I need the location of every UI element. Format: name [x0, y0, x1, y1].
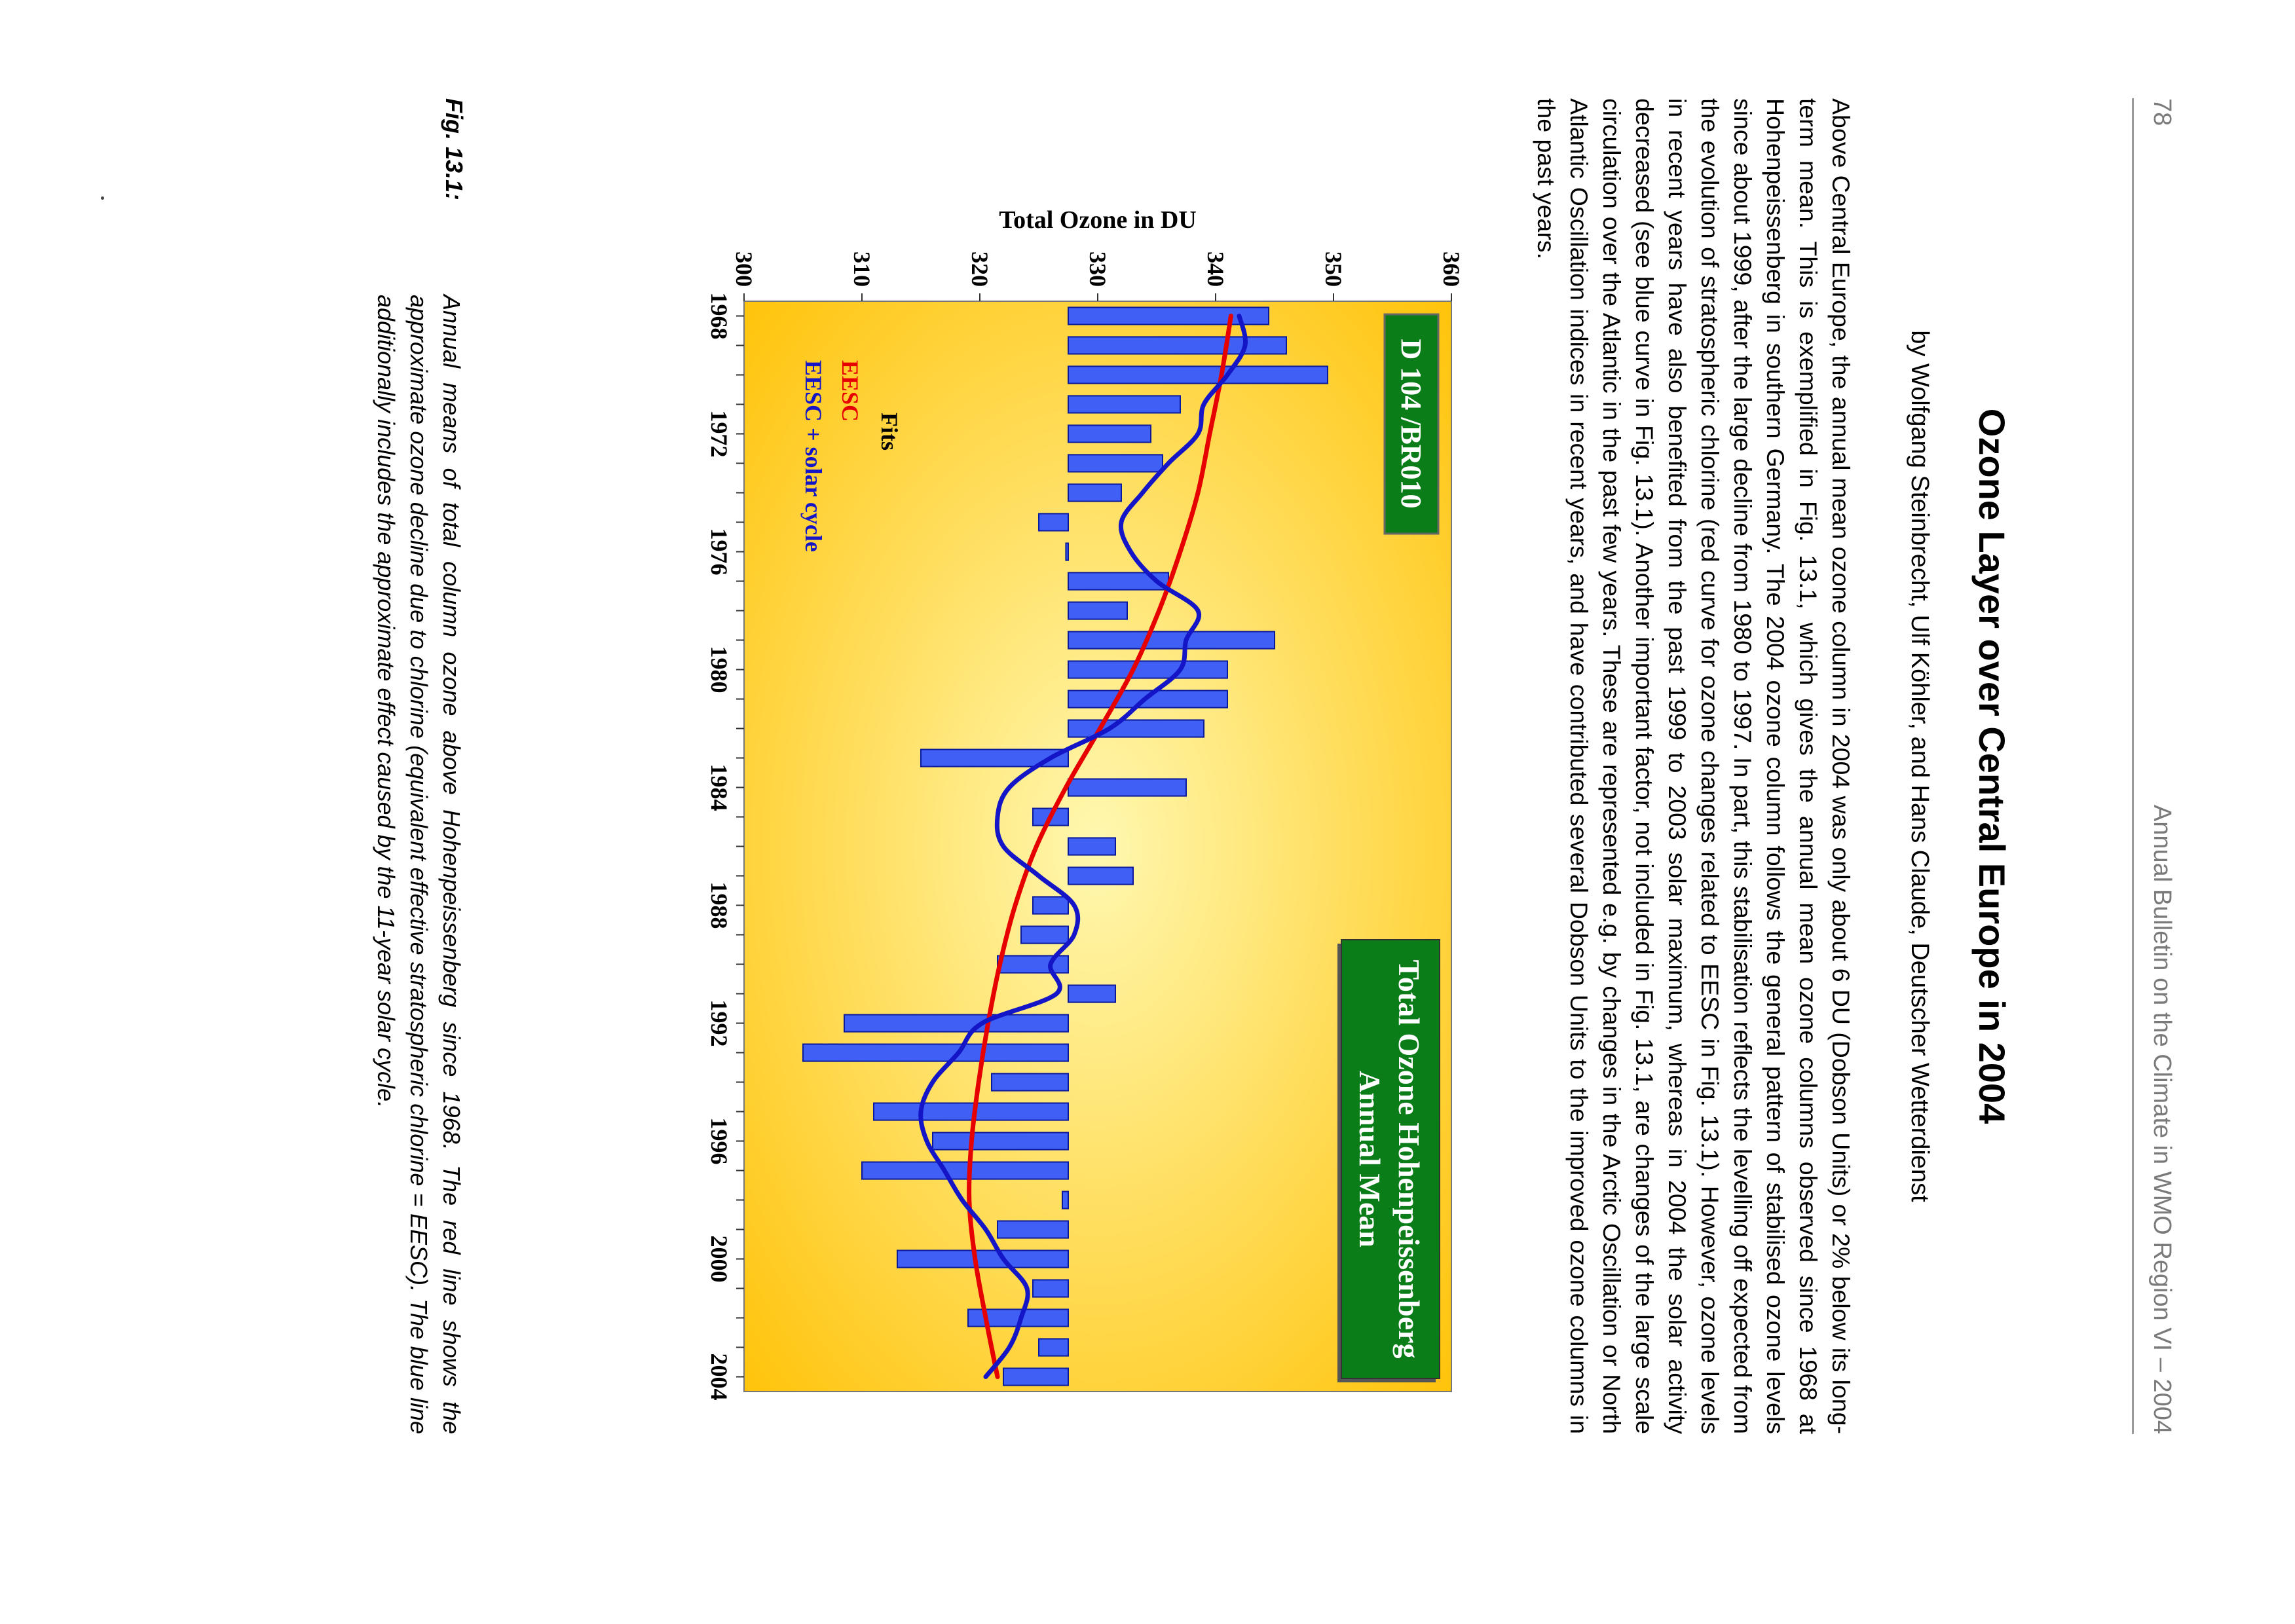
x-tick-label-1996: 1996 [706, 1117, 732, 1165]
chart-title-line1: Total Ozone Hohenpeissenberg [1392, 959, 1426, 1359]
header-rule [2132, 98, 2134, 1434]
bar-1993 [803, 1044, 1068, 1061]
ozone-chart [706, 203, 1563, 1421]
bar-1997 [862, 1162, 1068, 1179]
bar-1970 [1068, 366, 1328, 383]
y-tick-label-360: 360 [1438, 251, 1465, 287]
bar-1975 [1039, 513, 1068, 530]
figure-caption-label: Fig. 13.1: [441, 98, 468, 201]
figure-13-1 [706, 203, 1563, 1421]
legend-item-0: EESC [837, 360, 863, 422]
y-tick-label-320: 320 [967, 251, 993, 287]
bar-1995 [874, 1103, 1068, 1120]
bar-1987 [1068, 868, 1133, 885]
legend-title: Fits [876, 413, 903, 451]
y-tick-label-310: 310 [849, 251, 875, 287]
y-tick-label-300: 300 [731, 251, 757, 287]
bar-1982 [1068, 720, 1204, 737]
y-tick-label-350: 350 [1320, 251, 1347, 287]
bar-1999 [998, 1221, 1068, 1238]
article-authors: by Wolfgang Steinbrecht, Ulf Köhler, and Hans Claude, Deutscher Wetterdienst [1906, 330, 1933, 1202]
bar-2003 [1039, 1339, 1068, 1356]
x-tick-label-1988: 1988 [706, 881, 732, 929]
bar-1978 [1068, 602, 1127, 619]
page-number: 78 [2148, 98, 2176, 126]
bar-2004 [1003, 1369, 1068, 1386]
chart-title-line2: Annual Mean [1353, 1071, 1387, 1247]
bar-1979 [1068, 632, 1275, 649]
bar-1984 [1068, 779, 1186, 796]
article-body-paragraph: Above Central Europe, the annual mean ozone column in 2004 was only about 6 DU (Dobson Units) or 2% below its long-term mean. This is exemplified in Fig. 13.1, which gives the annual mean ozone columns observed since 1968 at Hohenpeissenberg in southern Germany. The 2004 ozone column follows the general pattern of stabilised ozone levels since about 1999, after the large decline from 1980 to 1997. In part, this stabilisation reflects the levelling off expected from the evolution of stratospheric chlorine (red curve for ozone changes related to EESC in Fig. 13.1). However, ozone levels in recent years have also benefited from the past 1999 to 2003 solar maximum, whereas in 2004 the solar activity decreased (see blue curve in Fig. 13.1). Another important factor, not included in Fig. 13.1, are changes of the large scale circulation over the Atlantic in the past few years. These are represented e.g. by changes in the Arctic Oscillation or North Atlantic Oscillation indices in recent years, and have contributed several Dobson Units to the improved ozone columns in the past years. [1533, 98, 1855, 1434]
bar-1992 [844, 1015, 1068, 1032]
bar-2000 [897, 1251, 1068, 1268]
bar-1994 [992, 1074, 1068, 1091]
bar-1980 [1068, 661, 1227, 678]
x-tick-label-1976: 1976 [706, 528, 732, 576]
bar-1986 [1068, 838, 1115, 855]
station-label: D 104 /BR010 [1395, 339, 1427, 509]
bar-1974 [1068, 484, 1121, 501]
x-tick-label-1984: 1984 [706, 764, 732, 811]
bar-1996 [933, 1133, 1068, 1150]
x-tick-label-1968: 1968 [706, 292, 732, 340]
figure-caption-text: Annual means of total column ozone above Hohenpeissenberg since 1968. The red line shows the approximate ozone decline due to chlorine (equivalent effective stratospheric chlorine = EESC). The blue line additionally includes the approximate effect caused by the 11-year solar cycle. [373, 295, 465, 1434]
x-tick-label-1980: 1980 [706, 646, 732, 693]
x-tick-label-1972: 1972 [706, 410, 732, 458]
x-tick-label-1992: 1992 [706, 999, 732, 1047]
bar-1990 [998, 956, 1068, 973]
bar-2001 [1033, 1280, 1068, 1297]
scan-artifact-dot [101, 196, 104, 200]
bar-1972 [1068, 425, 1151, 442]
y-axis-title: Total Ozone in DU [999, 206, 1197, 234]
y-tick-label-340: 340 [1203, 251, 1229, 287]
x-tick-label-2000: 2000 [706, 1235, 732, 1283]
bar-1998 [1062, 1192, 1068, 1209]
bar-1988 [1033, 897, 1068, 914]
bar-1971 [1068, 396, 1180, 413]
bar-1969 [1068, 337, 1286, 354]
article-title: Ozone Layer over Central Europe in 2004 [1971, 408, 2013, 1124]
y-tick-label-330: 330 [1085, 251, 1111, 287]
bar-1976 [1066, 544, 1068, 561]
legend-item-1: EESC + solar cycle [800, 360, 827, 552]
running-header-title: Annual Bulletin on the Climate in WMO Region VI – 2004 [2148, 804, 2176, 1434]
x-tick-label-2004: 2004 [706, 1353, 732, 1401]
bar-1989 [1021, 927, 1068, 944]
bar-1991 [1068, 986, 1115, 1003]
bar-1973 [1068, 454, 1163, 471]
